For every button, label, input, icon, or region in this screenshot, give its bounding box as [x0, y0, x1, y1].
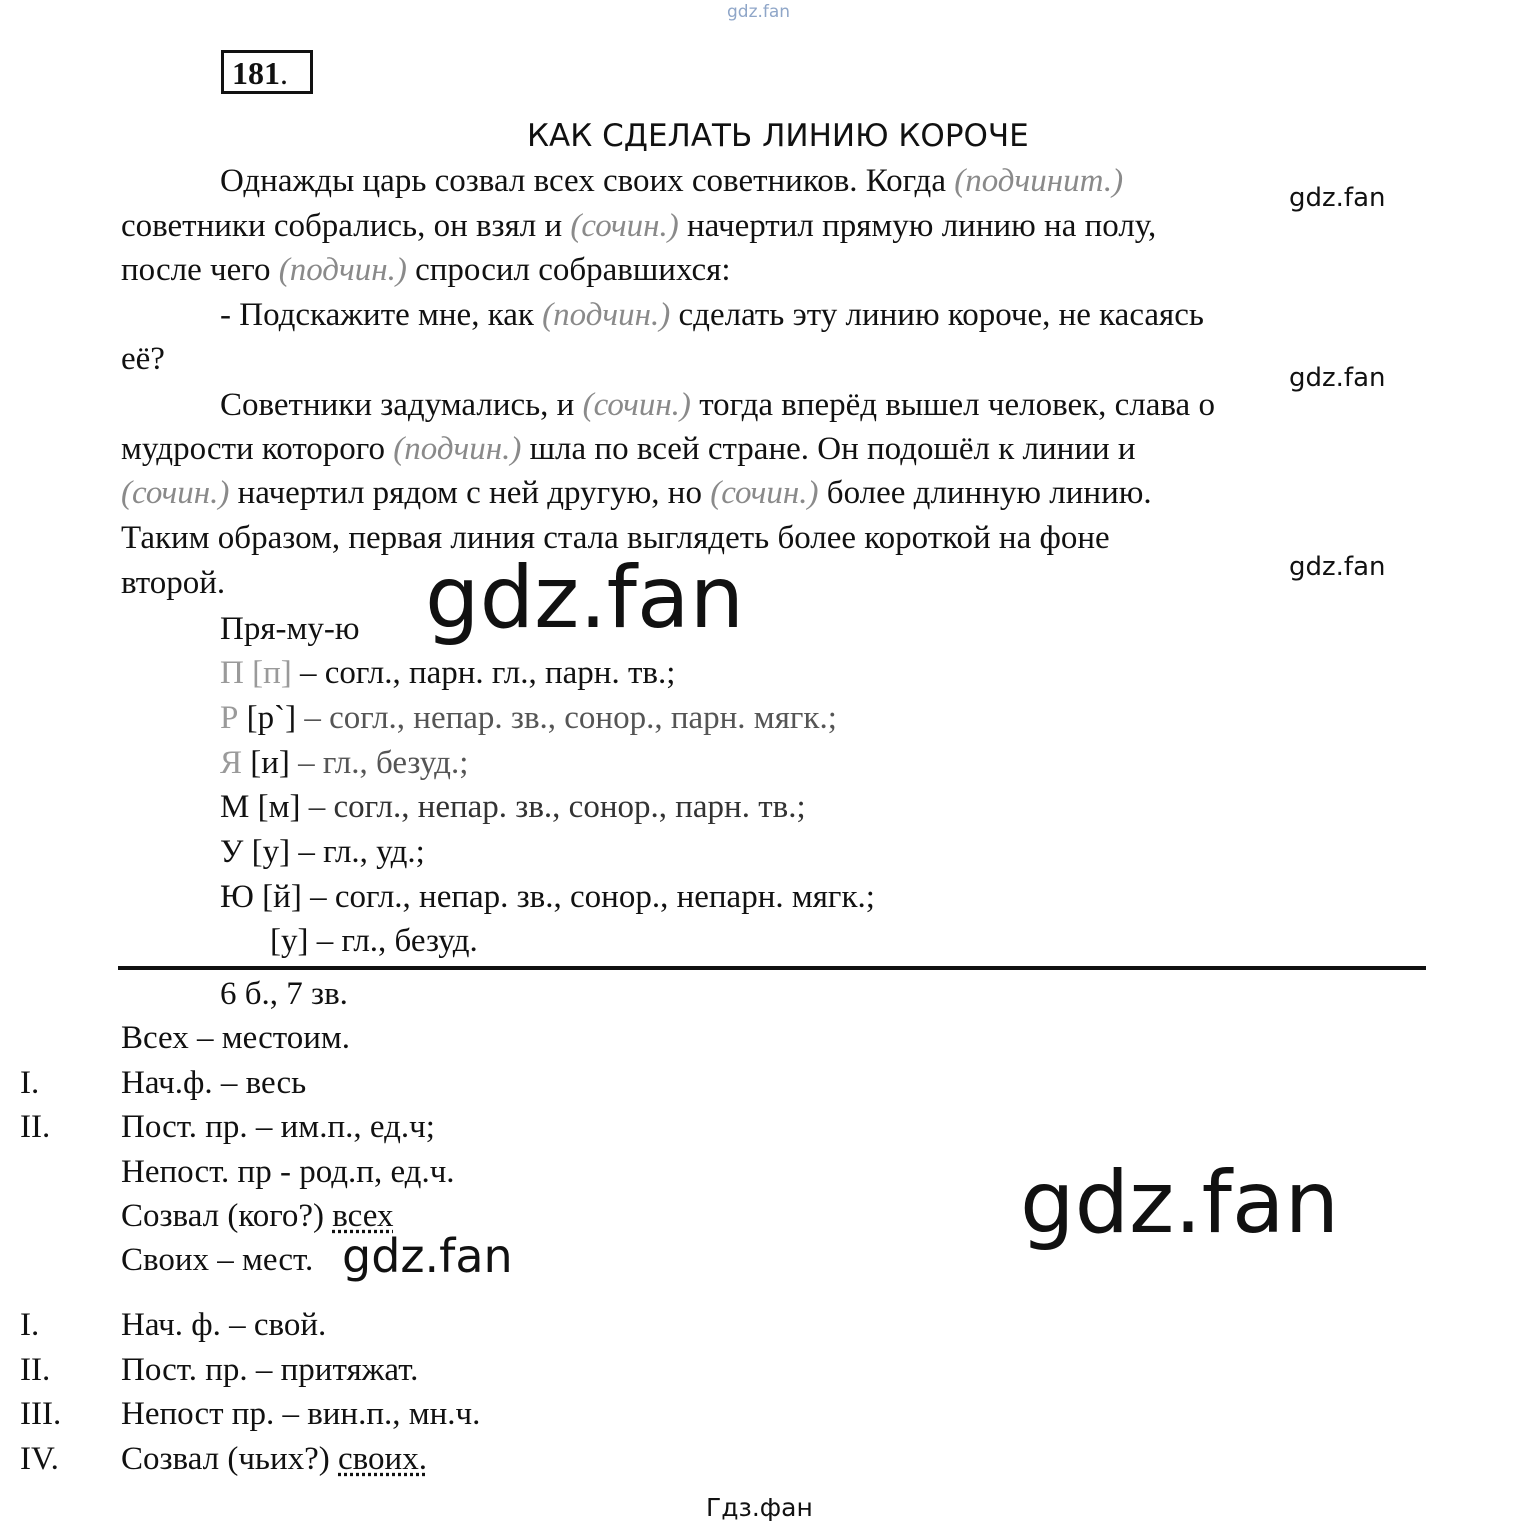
- exercise-number: [221, 50, 313, 94]
- text-l4c: сделать эту линию короче, не касаясь: [678, 297, 1204, 333]
- watermark-side-3: gdz.fan: [1289, 552, 1386, 582]
- text-line-8: [121, 477, 1152, 510]
- watermark-large-1: gdz.fan: [425, 548, 745, 648]
- text-l7c: шла по всей стране. Он подошёл к линии и: [529, 431, 1136, 467]
- watermark-large-2: gdz.fan: [1020, 1153, 1340, 1253]
- text-line-9: Таким образом, первая линия стала выглядеть более короткой на фоне: [121, 520, 1110, 556]
- phonetic-row: [220, 791, 806, 824]
- text-line-2: [121, 210, 1156, 243]
- text-l8d: более длинную линию.: [826, 475, 1152, 511]
- question-prefix: Созвал (чьих?): [121, 1441, 330, 1477]
- phonetic-row: [220, 747, 468, 780]
- morph-item-number: IV.: [20, 1441, 59, 1477]
- text-l7a: мудрости которого: [121, 431, 386, 467]
- phonetic-letter: У: [220, 834, 244, 870]
- text-l6c: тогда вперёд вышел человек, слава о: [699, 387, 1215, 423]
- phonetic-desc: – гл., уд.;: [298, 834, 425, 870]
- phonetic-count: 6 б., 7 зв.: [220, 976, 348, 1012]
- morph-item-number: II.: [20, 1352, 51, 1388]
- phonetic-row: [220, 836, 425, 869]
- phonetic-desc: – согл., непар. зв., сонор., непарн. мягк.;: [310, 879, 875, 915]
- phonetic-row: [220, 881, 875, 914]
- exercise-number-dot: .: [280, 55, 288, 91]
- phonetic-sound: [р`]: [246, 700, 297, 736]
- question-prefix: Созвал (кого?): [121, 1198, 325, 1234]
- morph-item-number: II.: [20, 1109, 51, 1145]
- watermark-footer: Гдз.фан: [706, 1493, 813, 1522]
- phonetic-letter: Ю: [220, 879, 254, 915]
- phonetic-letter: Р: [220, 700, 239, 736]
- underlined-word: всех: [332, 1198, 394, 1234]
- exercise-number-value: 181: [232, 55, 280, 91]
- morph-item-text: Непост. пр - род.п, ед.ч.: [121, 1154, 455, 1190]
- text-title: КАК СДЕЛАТЬ ЛИНИЮ КОРОЧЕ: [527, 118, 1029, 154]
- text-l8b: начертил рядом с ней другую, но: [237, 475, 702, 511]
- phonetic-sound: [м]: [257, 789, 301, 825]
- morph-item-text: Непост пр. – вин.п., мн.ч.: [121, 1396, 481, 1432]
- phonetic-letter: П: [220, 655, 244, 691]
- text-line-3: [121, 254, 731, 287]
- text-line-5: её?: [121, 341, 165, 377]
- morph-item-text: Нач.ф. – весь: [121, 1065, 307, 1101]
- text-l4a: - Подскажите мне, как: [220, 297, 534, 333]
- phonetic-letter: М: [220, 789, 250, 825]
- text-line-6: [220, 389, 1215, 422]
- text-l1a: Однажды царь созвал всех своих советников. Когда: [220, 163, 946, 199]
- watermark-top: gdz.fan: [727, 2, 791, 22]
- conjunction-note: (сочин.): [710, 475, 819, 511]
- morph2-question: [121, 1443, 427, 1476]
- morph-item-number: I.: [20, 1307, 40, 1343]
- text-l3a: после чего: [121, 252, 271, 288]
- morph-item-number: III.: [20, 1396, 62, 1432]
- divider-line: [118, 966, 1426, 970]
- text-line-1: [220, 165, 1123, 198]
- morph-item-number: I.: [20, 1065, 40, 1101]
- conjunction-note: (подчин.): [393, 431, 522, 467]
- text-line-4: [220, 299, 1204, 332]
- phonetic-sound: [п]: [252, 655, 292, 691]
- conjunction-note: (подчин.): [278, 252, 407, 288]
- text-l2a: советники собрались, он взял и: [121, 208, 563, 244]
- text-line-7: [121, 433, 1136, 466]
- conjunction-note: (подчин.): [542, 297, 671, 333]
- phonetic-word: Пря-му-ю: [220, 611, 360, 647]
- phonetic-extra: [у] – гл., безуд.: [270, 923, 478, 959]
- phonetic-desc: – согл., непар. зв., сонор., парн. тв.;: [308, 789, 806, 825]
- phonetic-row: [220, 657, 675, 690]
- watermark-side-2: gdz.fan: [1289, 363, 1386, 393]
- text-l2c: начертил прямую линию на полу,: [686, 208, 1157, 244]
- underlined-word: своих.: [338, 1441, 427, 1477]
- phonetic-desc: – гл., безуд.;: [298, 745, 469, 781]
- phonetic-desc: – согл., парн. гл., парн. тв.;: [299, 655, 676, 691]
- text-line-10: второй.: [121, 565, 226, 601]
- phonetic-sound: [у]: [251, 834, 291, 870]
- conjunction-note: (сочин.): [582, 387, 691, 423]
- text-l6a: Советники задумались, и: [220, 387, 575, 423]
- morph2-header: Своих – мест.: [121, 1242, 314, 1278]
- watermark-side-1: gdz.fan: [1289, 183, 1386, 213]
- phonetic-sound: [и]: [250, 745, 290, 781]
- text-l3c: спросил собравшихся:: [415, 252, 731, 288]
- conjunction-note: (сочин.): [570, 208, 679, 244]
- conjunction-note: (подчинит.): [954, 163, 1124, 199]
- phonetic-desc: – согл., непар. зв., сонор., парн. мягк.;: [304, 700, 837, 736]
- morph1-header: Всех – местоим.: [121, 1020, 351, 1056]
- morph-item-text: Пост. пр. – притяжат.: [121, 1352, 419, 1388]
- watermark-medium: gdz.fan: [342, 1229, 513, 1283]
- morph-item-text: Нач. ф. – свой.: [121, 1307, 327, 1343]
- phonetic-sound: [й]: [262, 879, 302, 915]
- morph-item-text: Пост. пр. – им.п., ед.ч;: [121, 1109, 435, 1145]
- phonetic-letter: Я: [220, 745, 243, 781]
- conjunction-note: (сочин.): [121, 475, 230, 511]
- phonetic-row: [220, 702, 837, 735]
